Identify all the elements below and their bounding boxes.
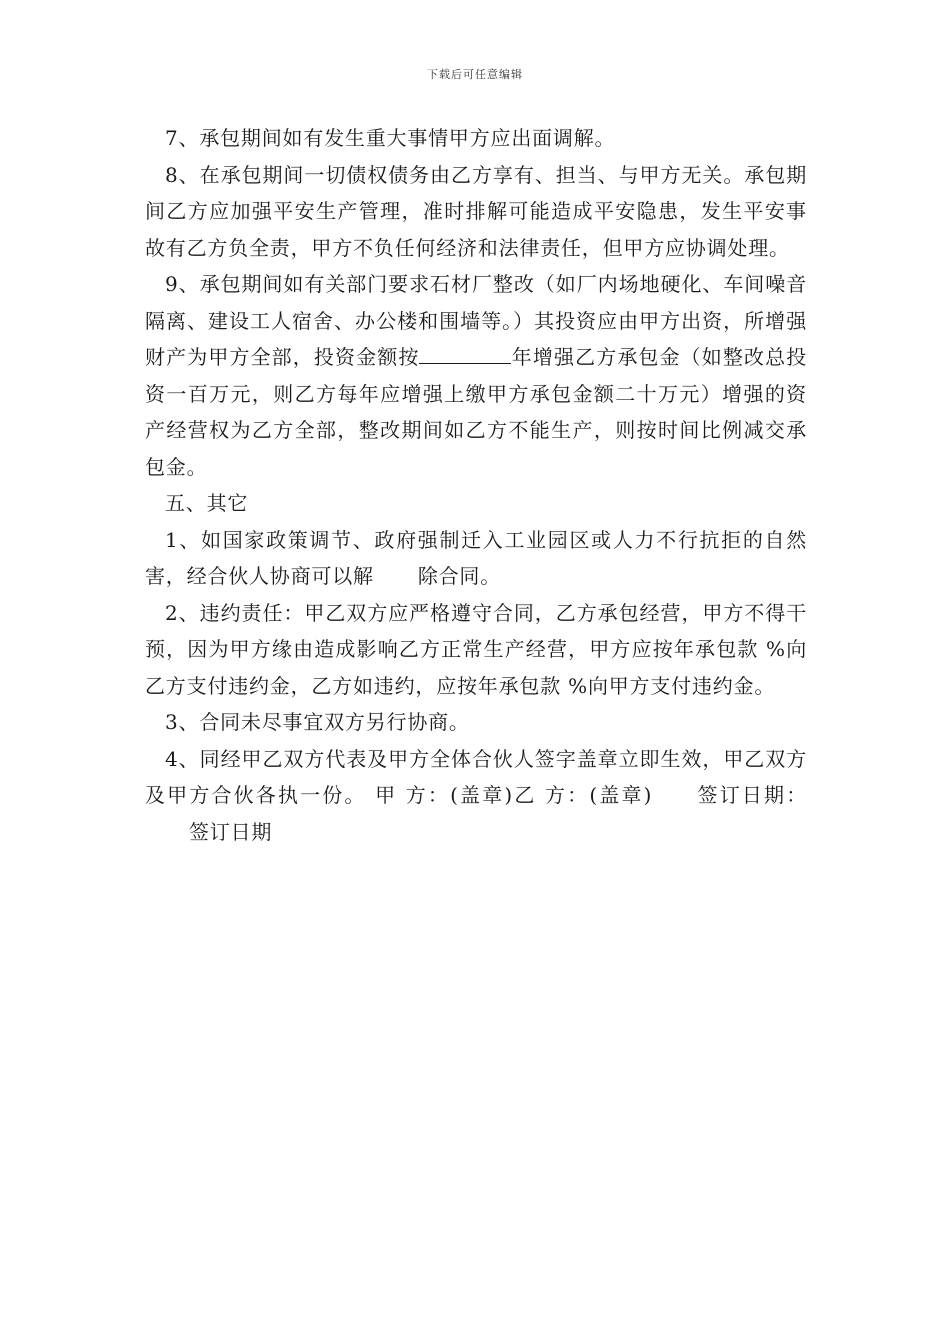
other-clause-2: 2、违约责任：甲乙双方应严格遵守合同，乙方承包经营，甲方不得干预，因为甲方缘由造成影响乙方正常生产经营，甲方应按年承包款 %向乙方支付违约金，乙方如违约，应按年承包款 %向甲方支付违约金。 (145, 600, 807, 698)
signing-date-label-2: 签订日期 (189, 819, 273, 844)
other-clause-4-text: 4、同经甲乙双方代表及甲方全体合伙人签字盖章立即生效，甲乙双方及甲方合伙各执一份。 甲 方：(盖章)乙 方：(盖章) (145, 746, 807, 807)
clause-9 (145, 266, 807, 485)
document-body (145, 120, 807, 850)
page-header: 下载后可任意编辑 (427, 68, 523, 81)
clause-8: 8、在承包期间一切债权债务由乙方享有、担当、与甲方无关。承包期间乙方应加强平安生产管理，准时排解可能造成平安隐患，发生平安事故有乙方负全责，甲方不负任何经济和法律责任，但甲方应协调处理。 (145, 162, 807, 260)
clause-7: 7、承包期间如有发生重大事情甲方应出面调解。 (165, 126, 616, 150)
clause-9-text-end: 年增强乙方承包金（如整改总投资一百万元，则乙方每年应增强上缴甲方承包金额二十万元）增强的资产经营权为乙方全部，整改期间如乙方不能生产，则按时间比例减交承包金。 (145, 345, 808, 479)
other-clause-1-text-start: 1、如国家政策调节、政府强制迁入工业园区或人力不行抗拒的自然害，经合伙人协商可以解 (145, 527, 807, 588)
other-clause-1-text-end: 除合同。 (417, 564, 502, 588)
other-clause-4 (145, 741, 807, 851)
other-clause-1 (145, 522, 807, 595)
section-5-heading: 五、其它 (165, 491, 249, 515)
other-clause-3: 3、合同未尽事宜双方另行协商。 (165, 710, 470, 734)
clause-9-text-start: 9、承包期间如有关部门要求石材厂整改（如厂内场地硬化、车间噪音隔离、建设工人宿舍、办公楼和围墙等。）其投资应由甲方出资，所增强财产为甲方全部，投资金额按 (145, 272, 807, 369)
fill-in-blank (419, 345, 511, 364)
signing-date-label-1: 签订日期： (696, 783, 807, 807)
